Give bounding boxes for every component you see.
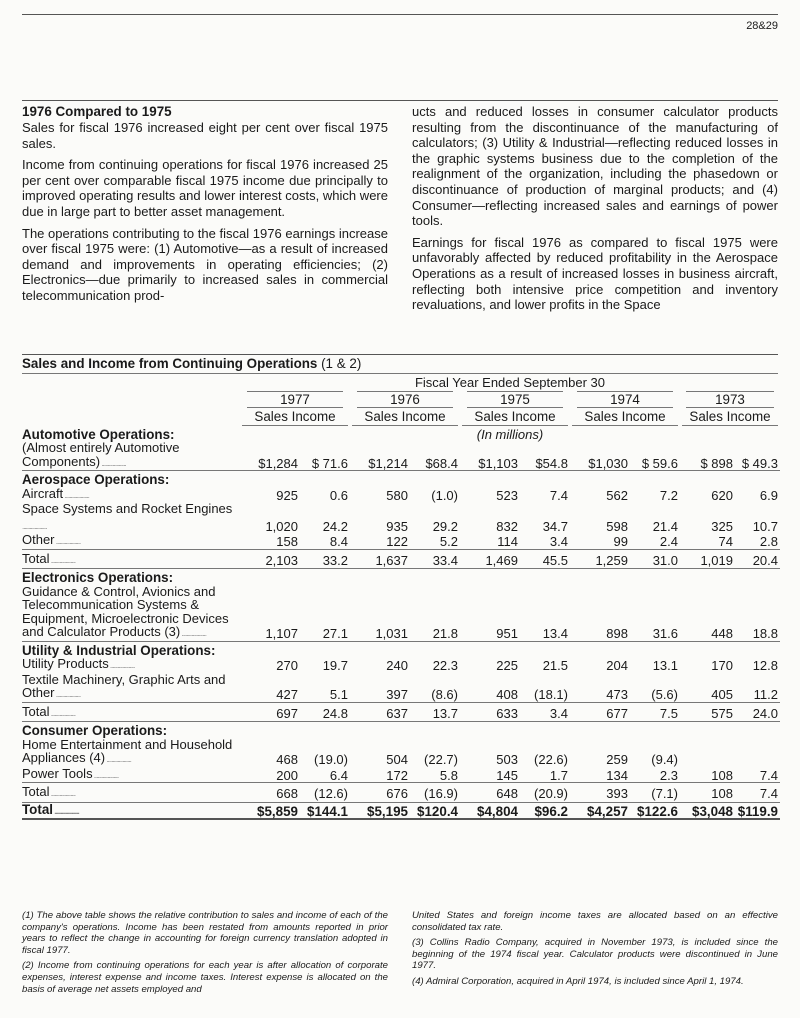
income-value: 24.8 bbox=[300, 702, 350, 722]
sales-income-header: Sales Income bbox=[680, 408, 780, 426]
sales-value: 108 bbox=[680, 783, 735, 803]
income-value: (22.6) bbox=[534, 752, 568, 767]
sales-value: 697 bbox=[240, 702, 300, 722]
row-label bbox=[22, 802, 240, 819]
income-value: 2.4 bbox=[659, 534, 678, 549]
row-label-text: Total bbox=[22, 703, 50, 719]
paragraph: Income from continuing operations for fiscal 1976 increased 25 per cent over comparable fiscal 1975 income due principally to improved operating results and lower interest costs, which were due in large part to better asset management. bbox=[22, 157, 388, 219]
income-value: 24.2 bbox=[322, 518, 348, 534]
paragraph: Earnings for fiscal 1976 as compared to fiscal 1975 were unfavorably affected by reduced profitability in the Aerospace Operations as a result of increased losses in business aircraft, reflecting both intensive price competition and inventory revaluations, and lower profits in the Space bbox=[412, 234, 778, 313]
leader-dots: .................... bbox=[108, 661, 135, 670]
row-label-text: Total bbox=[22, 784, 50, 799]
income-value: 7.4 bbox=[549, 487, 568, 503]
fiscal-year-header: Fiscal Year Ended September 30 bbox=[414, 375, 606, 390]
sales-value: 397 bbox=[386, 687, 408, 702]
sales-value: 158 bbox=[276, 534, 298, 549]
sales-value: 1,469 bbox=[460, 549, 520, 569]
paragraph: ucts and reduced losses in consumer calculator products resulting from the discontinuance of the manufacturing of calculators; (3) Utility & Industrial—reflecting reduced losses in the graphic systems business due to the completion of the realignment of the organization, including the phasedown or discontinuance of production of marginal products; and (4) Consumer—reflecting increased sales and earnings of power tools. bbox=[412, 104, 778, 229]
income-value: 19.7 bbox=[322, 658, 348, 673]
sales-value: 1,107 bbox=[265, 626, 298, 641]
sales-value: 504 bbox=[386, 752, 408, 767]
income-value: $ 49.3 bbox=[741, 455, 778, 471]
income-value: 7.5 bbox=[630, 702, 680, 722]
sales-value: 935 bbox=[386, 518, 408, 534]
sales-value: 204 bbox=[606, 658, 628, 673]
income-value: 21.8 bbox=[432, 626, 458, 641]
sales-value: 575 bbox=[680, 702, 735, 722]
footnote: (2) Income from continuing operations for each year is after allocation of corporate expenses, interest expense and income taxes. Interest expense is allocated on the basis of average net assets employed and bbox=[22, 960, 388, 995]
row-label-text: Space Systems and Rocket Engines bbox=[22, 502, 233, 516]
income-value: 5.1 bbox=[329, 687, 348, 702]
income-value: 7.4 bbox=[759, 767, 778, 783]
sales-value: 408 bbox=[496, 687, 518, 702]
sales-value: 1,031 bbox=[375, 626, 408, 641]
sales-value: 668 bbox=[240, 783, 300, 803]
income-value: 2.3 bbox=[659, 767, 678, 783]
year-header: 1974 bbox=[570, 391, 680, 409]
sales-value: 620 bbox=[711, 487, 733, 503]
table-row bbox=[22, 441, 780, 471]
sales-value: 580 bbox=[386, 487, 408, 503]
sales-value: 134 bbox=[606, 767, 628, 783]
units-label: (In millions) bbox=[476, 426, 544, 442]
row-label-text: Power Tools bbox=[22, 766, 93, 781]
income-value: 12.8 bbox=[752, 658, 778, 673]
sales-value: 633 bbox=[460, 702, 520, 722]
sales-value: 99 bbox=[613, 534, 628, 549]
income-value: $ 59.6 bbox=[641, 455, 678, 471]
table-title bbox=[22, 356, 361, 371]
sales-value: 108 bbox=[711, 767, 733, 783]
group-header-row bbox=[22, 471, 780, 487]
year-header: 1977 bbox=[240, 391, 350, 409]
sales-value: 122 bbox=[386, 534, 408, 549]
leader-dots: .................... bbox=[180, 629, 206, 638]
sales-value: $4,804 bbox=[460, 802, 520, 819]
income-value: 13.4 bbox=[542, 626, 568, 641]
sales-income-header: Sales Income bbox=[460, 408, 570, 426]
sales-value: 598 bbox=[606, 518, 628, 534]
income-value: 33.4 bbox=[410, 549, 460, 569]
sales-value: $1,284 bbox=[258, 455, 298, 471]
income-value: (18.1) bbox=[534, 687, 568, 702]
income-value: $54.8 bbox=[535, 455, 568, 471]
income-value: $120.4 bbox=[410, 802, 460, 819]
sales-value: $5,859 bbox=[240, 802, 300, 819]
sales-value: 448 bbox=[711, 626, 733, 641]
row-label-text: Other bbox=[22, 533, 55, 547]
leader-dots: .................... bbox=[49, 708, 76, 718]
table-top-rule bbox=[22, 354, 778, 355]
income-value: 20.4 bbox=[735, 549, 780, 569]
income-value: 21.4 bbox=[652, 518, 678, 534]
group-header-row bbox=[22, 569, 780, 585]
income-value: $96.2 bbox=[520, 802, 570, 819]
income-value: (5.6) bbox=[651, 687, 678, 702]
leader-dots: .................... bbox=[63, 490, 89, 500]
group-header-row bbox=[22, 426, 780, 442]
income-value: (19.0) bbox=[314, 752, 348, 767]
year-header: 1973 bbox=[680, 391, 780, 409]
sales-value: 325 bbox=[711, 518, 733, 534]
income-value: $68.4 bbox=[425, 455, 458, 471]
income-value: 2.8 bbox=[759, 534, 778, 549]
row-label bbox=[22, 702, 240, 722]
income-value: 24.0 bbox=[735, 702, 780, 722]
row-label bbox=[22, 738, 240, 767]
row-label-text: Total bbox=[22, 802, 53, 817]
income-value: (7.1) bbox=[630, 783, 680, 803]
row-label bbox=[22, 549, 240, 569]
income-value: 13.1 bbox=[652, 658, 678, 673]
narrative-right-column bbox=[412, 104, 778, 319]
income-value: $119.9 bbox=[735, 802, 780, 819]
sales-value: 240 bbox=[386, 658, 408, 673]
income-value: 31.0 bbox=[630, 549, 680, 569]
footnotes-left bbox=[22, 910, 388, 999]
sales-value: 468 bbox=[276, 752, 298, 767]
income-value: (22.7) bbox=[424, 752, 458, 767]
sales-value: 405 bbox=[711, 687, 733, 702]
sales-value: 225 bbox=[496, 658, 518, 673]
leader-dots: .................... bbox=[54, 690, 81, 699]
table-row bbox=[22, 533, 780, 549]
row-label bbox=[22, 502, 240, 533]
section-heading: 1976 Compared to 1975 bbox=[22, 104, 172, 119]
sales-value: 427 bbox=[276, 687, 298, 702]
sales-income-table bbox=[22, 374, 780, 820]
row-label-text: (Almost entirely Automotive Components) bbox=[22, 441, 180, 469]
footnote: (1) The above table shows the relative contribution to sales and income of each of the company's operations. Income has been restated from amounts reported in prior years to reflect the change in accounting for foreign currency translation adopted in fiscal 1977. bbox=[22, 910, 388, 956]
income-value: 8.4 bbox=[329, 534, 348, 549]
sales-value: 898 bbox=[606, 626, 628, 641]
income-value: 34.7 bbox=[542, 518, 568, 534]
income-value: (12.6) bbox=[300, 783, 350, 803]
leader-dots: .................... bbox=[100, 458, 126, 468]
sales-income-header: Sales Income bbox=[240, 408, 350, 426]
footnote: (4) Admiral Corporation, acquired in April 1974, is included since April 1, 1974. bbox=[412, 975, 744, 987]
year-header-row bbox=[22, 391, 780, 409]
row-label bbox=[22, 533, 240, 549]
table-row bbox=[22, 502, 780, 533]
paragraph: Sales for fiscal 1976 increased eight per cent over fiscal 1975 sales. bbox=[22, 120, 388, 151]
income-value: 18.8 bbox=[752, 626, 778, 641]
sales-value: 648 bbox=[460, 783, 520, 803]
sales-value: 637 bbox=[350, 702, 410, 722]
leader-dots: .................... bbox=[105, 755, 131, 764]
row-label-text: Utility Products bbox=[22, 657, 109, 671]
income-value: 5.8 bbox=[439, 767, 458, 783]
leader-dots: .................... bbox=[54, 537, 81, 546]
income-value: 7.4 bbox=[735, 783, 780, 803]
sales-value: $3,048 bbox=[680, 802, 735, 819]
leader-dots: .................... bbox=[53, 806, 79, 816]
row-label bbox=[22, 783, 240, 803]
footnote: United States and foreign income taxes are allocated based on an effective consolidated tax rate. bbox=[412, 910, 778, 933]
top-rule bbox=[22, 14, 778, 15]
income-value bbox=[735, 738, 780, 767]
sales-value: 393 bbox=[570, 783, 630, 803]
group-header-row bbox=[22, 722, 780, 738]
table-row bbox=[22, 487, 780, 503]
narrative-left-column bbox=[22, 104, 388, 310]
sales-value: 170 bbox=[711, 658, 733, 673]
sales-value: 503 bbox=[496, 752, 518, 767]
income-value: (1.0) bbox=[431, 487, 458, 503]
income-value: 6.4 bbox=[329, 767, 348, 783]
income-value: $ 71.6 bbox=[311, 455, 348, 471]
table-row bbox=[22, 585, 780, 642]
leader-dots: .................... bbox=[22, 521, 47, 531]
sales-value: $1,030 bbox=[588, 455, 628, 471]
leader-dots: .................... bbox=[49, 555, 76, 565]
income-value: 3.4 bbox=[549, 534, 568, 549]
income-value: 45.5 bbox=[520, 549, 570, 569]
leader-dots: .................... bbox=[92, 770, 119, 780]
year-header: 1976 bbox=[350, 391, 460, 409]
table-title-suffix: (1 & 2) bbox=[317, 356, 362, 371]
page-number: 28&29 bbox=[746, 20, 778, 32]
sales-value: 1,259 bbox=[570, 549, 630, 569]
group-name: Aerospace Operations: bbox=[22, 471, 780, 487]
sales-value: 259 bbox=[606, 752, 628, 767]
sales-value: 523 bbox=[496, 487, 518, 503]
table-row bbox=[22, 657, 780, 673]
row-label-text: Total bbox=[22, 550, 50, 566]
income-value: (20.9) bbox=[520, 783, 570, 803]
income-value: 29.2 bbox=[432, 518, 458, 534]
income-value: 0.6 bbox=[329, 487, 348, 503]
income-value: 6.9 bbox=[759, 487, 778, 503]
sales-value: 832 bbox=[496, 518, 518, 534]
income-value: $144.1 bbox=[300, 802, 350, 819]
table-row bbox=[22, 738, 780, 767]
subtotal-row bbox=[22, 783, 780, 803]
income-value: 13.7 bbox=[410, 702, 460, 722]
sales-value: $5,195 bbox=[350, 802, 410, 819]
income-value: $122.6 bbox=[630, 802, 680, 819]
table-title-main: Sales and Income from Continuing Operations bbox=[22, 356, 318, 371]
sales-value: 473 bbox=[606, 687, 628, 702]
sales-value: 562 bbox=[606, 487, 628, 503]
sales-value bbox=[680, 738, 735, 767]
sales-value: 1,019 bbox=[680, 549, 735, 569]
sales-income-header: Sales Income bbox=[350, 408, 460, 426]
income-value: (16.9) bbox=[410, 783, 460, 803]
sales-value: 114 bbox=[497, 534, 518, 549]
sales-value: $1,214 bbox=[368, 455, 408, 471]
subtotal-row bbox=[22, 549, 780, 569]
sales-value: 270 bbox=[276, 658, 298, 673]
fiscal-header-row bbox=[22, 374, 780, 391]
sales-value: 951 bbox=[496, 626, 518, 641]
income-value: 10.7 bbox=[752, 518, 778, 534]
income-value: 21.5 bbox=[542, 658, 568, 673]
sales-value: 200 bbox=[276, 767, 298, 783]
row-label bbox=[22, 441, 240, 471]
table-row bbox=[22, 673, 780, 703]
footnote: (3) Collins Radio Company, acquired in November 1973, is included since the beginning of the 1974 fiscal year. Calculator products were discontinued in June 1977. bbox=[412, 937, 778, 972]
income-value: (9.4) bbox=[651, 752, 678, 767]
income-value: 22.3 bbox=[432, 658, 458, 673]
row-label-text: Guidance & Control, Avionics and Telecommunication Systems & Equipment, Microelectronic Devices and Calculator Products (3) bbox=[22, 584, 229, 639]
subtotal-row bbox=[22, 702, 780, 722]
sales-value: 677 bbox=[570, 702, 630, 722]
sales-value: $1,103 bbox=[478, 455, 518, 471]
row-label-text: Home Entertainment and Household Appliances (4) bbox=[22, 737, 233, 765]
sales-value: 1,637 bbox=[350, 549, 410, 569]
income-value: 31.6 bbox=[652, 626, 678, 641]
sales-value: 172 bbox=[386, 767, 408, 783]
section-rule bbox=[22, 100, 778, 101]
group-header-row bbox=[22, 641, 780, 657]
sales-value: $4,257 bbox=[570, 802, 630, 819]
leader-dots: .................... bbox=[49, 789, 76, 798]
grand-total-row bbox=[22, 802, 780, 819]
income-value: 33.2 bbox=[300, 549, 350, 569]
group-name: Utility & Industrial Operations: bbox=[22, 641, 780, 657]
row-label bbox=[22, 673, 240, 703]
income-value: 11.2 bbox=[753, 687, 778, 702]
row-label bbox=[22, 487, 240, 503]
group-name: Automotive Operations: bbox=[22, 426, 175, 442]
income-value: 7.2 bbox=[659, 487, 678, 503]
income-value: 1.7 bbox=[549, 767, 568, 783]
sales-value: 925 bbox=[276, 487, 298, 503]
income-value: 3.4 bbox=[520, 702, 570, 722]
income-value: (8.6) bbox=[431, 687, 458, 702]
table-row bbox=[22, 767, 780, 783]
sales-value: 1,020 bbox=[265, 518, 298, 534]
sales-value: $ 898 bbox=[700, 455, 733, 471]
row-label bbox=[22, 657, 240, 673]
sales-value: 145 bbox=[496, 767, 518, 783]
row-label bbox=[22, 585, 240, 642]
paragraph: The operations contributing to the fiscal 1976 earnings increase over fiscal 1975 were: (1) Automotive—as a result of increased demand and improvements in operating efficiencies; (2) Electronics—due primarily to increased sales in commercial telecommunication prod- bbox=[22, 225, 388, 303]
sales-value: 2,103 bbox=[240, 549, 300, 569]
sales-income-header: Sales Income bbox=[570, 408, 680, 426]
group-name: Consumer Operations: bbox=[22, 722, 780, 738]
row-label-text: Textile Machinery, Graphic Arts and Other bbox=[22, 672, 226, 700]
row-label bbox=[22, 767, 240, 783]
year-header: 1975 bbox=[460, 391, 570, 409]
sales-value: 74 bbox=[718, 534, 733, 549]
income-value: 27.1 bbox=[322, 626, 348, 641]
row-label-text: Aircraft bbox=[22, 486, 64, 501]
group-name: Electronics Operations: bbox=[22, 569, 780, 585]
sales-value: 676 bbox=[350, 783, 410, 803]
sales-income-header-row bbox=[22, 408, 780, 426]
income-value: 5.2 bbox=[439, 534, 458, 549]
footnotes-right bbox=[412, 910, 778, 992]
